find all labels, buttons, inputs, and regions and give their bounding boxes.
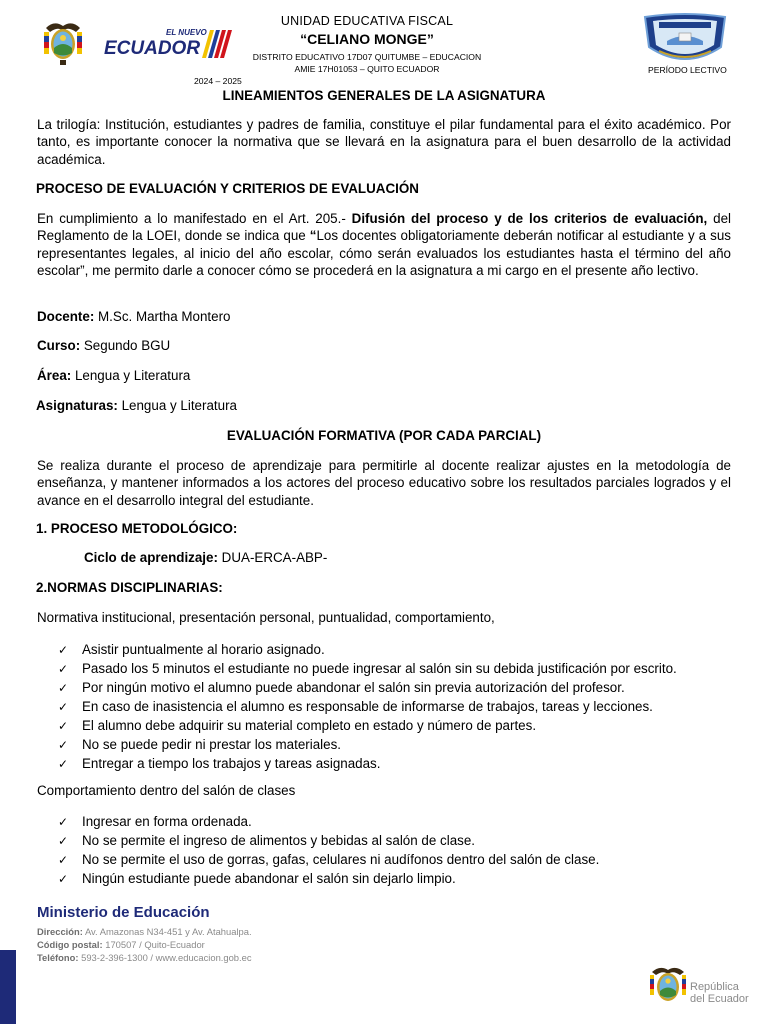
docente-value: M.Sc. Martha Montero: [94, 309, 231, 324]
evaluation-process-paragraph: [37, 210, 731, 280]
logo-text-top: EL NUEVO: [166, 28, 207, 37]
republica-line2: del Ecuador: [690, 993, 749, 1005]
area-label: Área:: [37, 368, 72, 383]
area-line: [37, 368, 190, 383]
norms-list: [58, 640, 677, 773]
docente-label: Docente:: [37, 309, 95, 324]
checkmark-icon: ✓: [58, 700, 69, 714]
list-item-text: El alumno debe adquirir su material completo en estado y número de partes.: [82, 718, 537, 733]
behavior-list: [58, 812, 599, 888]
checkmark-icon: ✓: [58, 815, 69, 829]
address-value: Av. Amazonas N34-451 y Av. Atahualpa.: [82, 926, 252, 937]
list-item: [58, 716, 677, 735]
republica-line1: República: [690, 981, 739, 993]
docente-line: [37, 309, 230, 324]
postal-label: Código postal:: [37, 939, 103, 950]
list-item: [58, 697, 677, 716]
phone-line: [37, 951, 252, 964]
phone-label: Teléfono:: [37, 952, 79, 963]
checkmark-icon: ✓: [58, 681, 69, 695]
footer-side-bar: [0, 950, 16, 1024]
list-item: [58, 659, 677, 678]
asignaturas-label: Asignaturas:: [36, 398, 118, 413]
checkmark-icon: ✓: [58, 719, 69, 733]
ministry-name: Ministerio de Educación: [37, 904, 210, 921]
republica-coat-of-arms-logo: [646, 963, 690, 1007]
checkmark-icon: ✓: [58, 834, 69, 848]
ecuador-coat-of-arms-logo: [40, 18, 86, 66]
checkmark-icon: ✓: [58, 738, 69, 752]
curso-label: Curso:: [37, 338, 81, 353]
list-item-text: En caso de inasistencia el alumno es responsable de informarse de trabajos, tareas y lecciones.: [82, 699, 653, 714]
curso-line: [37, 338, 170, 353]
postal-line: [37, 938, 252, 951]
republica-del-ecuador-text: [690, 981, 749, 1005]
learning-cycle-line: [84, 550, 327, 565]
formative-evaluation-title: EVALUACIÓN FORMATIVA (POR CADA PARCIAL): [226, 428, 542, 443]
list-item-text: Pasado los 5 minutos el estudiante no puede ingresar al salón sin su debida justificación por escrito.: [82, 661, 677, 676]
p-bold: Difusión del proceso y de los criterios de evaluación,: [351, 211, 708, 226]
school-crest-logo: [641, 13, 729, 67]
area-value: Lengua y Literatura: [71, 368, 191, 383]
postal-value: 170507 / Quito-Ecuador: [102, 939, 205, 950]
p-start: En cumplimiento a lo manifestado en el Art. 205.-: [37, 211, 352, 226]
amie-line: AMIE 17H01053 – QUITO ECUADOR: [294, 64, 440, 74]
list-item-text: No se permite el uso de gorras, gafas, celulares ni audífonos dentro del salón de clase.: [82, 852, 600, 867]
list-item: [58, 831, 599, 850]
ministry-contact-info: [37, 925, 252, 964]
school-header: [250, 14, 484, 75]
disciplinary-norms-title: 2.NORMAS DISCIPLINARIAS:: [36, 580, 223, 595]
school-type: UNIDAD EDUCATIVA FISCAL: [280, 14, 454, 28]
district-line: DISTRITO EDUCATIVO 17D07 QUITUMBE – EDUCACION: [252, 52, 482, 62]
year-range: 2024 – 2025: [194, 76, 242, 86]
list-item: [58, 735, 677, 754]
formative-evaluation-paragraph: Se realiza durante el proceso de aprendizaje para permitirle al docente realizar ajustes en la metodología de enseñanza, y mantener informados a los actores del proceso educativo sobre los resultados parciales logrados y el avance en el desarrollo integral del estudiante.: [37, 458, 731, 508]
list-item: [58, 678, 677, 697]
cycle-label: Ciclo de aprendizaje:: [84, 550, 218, 565]
general-guidelines-title: LINEAMIENTOS GENERALES DE LA ASIGNATURA: [222, 88, 546, 103]
address-label: Dirección:: [37, 926, 83, 937]
list-item: [58, 754, 677, 773]
list-item-text: Ingresar en forma ordenada.: [82, 814, 252, 829]
list-item: [58, 850, 599, 869]
list-item: [58, 812, 599, 831]
list-item-text: Asistir puntualmente al horario asignado.: [82, 642, 325, 657]
address-line: [37, 925, 252, 938]
checkmark-icon: ✓: [58, 643, 69, 657]
list-item-text: Por ningún motivo el alumno puede abandonar el salón sin previa autorización del profesor.: [82, 680, 625, 695]
checkmark-icon: ✓: [58, 757, 69, 771]
list-item-text: Entregar a tiempo los trabajos y tareas asignadas.: [82, 756, 381, 771]
behavior-intro: Comportamiento dentro del salón de clases: [37, 783, 296, 798]
checkmark-icon: ✓: [58, 662, 69, 676]
curso-value: Segundo BGU: [80, 338, 171, 353]
logo-text-main: ECUADOR: [104, 38, 201, 59]
checkmark-icon: ✓: [58, 872, 69, 886]
p-mid: del Reglamento de la LOEI, donde se indica que: [37, 211, 731, 244]
list-item: [58, 869, 599, 888]
p-quote: “: [309, 228, 317, 244]
list-item-text: No se permite el ingreso de alimentos y bebidas al salón de clase.: [82, 833, 476, 848]
asignaturas-value: Lengua y Literatura: [117, 398, 237, 413]
cycle-value: DUA-ERCA-ABP-: [217, 550, 328, 565]
methodology-title: 1. PROCESO METODOLÓGICO:: [36, 521, 238, 536]
trilogy-paragraph: La trilogía: Institución, estudiantes y padres de familia, constituye el pilar fundamental para el éxito académico. Por tanto, es importante conocer la normativa que se llevará en la asignatura para el buen desarrollo de la actividad académica.: [37, 117, 731, 167]
list-item-text: Ningún estudiante puede abandonar el salón sin dejarlo limpio.: [82, 871, 456, 886]
el-nuevo-ecuador-logo: [102, 24, 236, 64]
checkmark-icon: ✓: [58, 853, 69, 867]
school-name: “CELIANO MONGE”: [300, 31, 434, 47]
phone-value: 593-2-396-1300 / www.educacion.gob.ec: [78, 952, 252, 963]
period-label: PERÍODO LECTIVO: [648, 65, 727, 75]
evaluation-process-title: PROCESO DE EVALUACIÓN Y CRITERIOS DE EVALUACIÓN: [36, 181, 419, 196]
asignaturas-line: [36, 398, 237, 413]
p-end: Los docentes obligatoriamente deberán notificar al estudiante y a sus representantes legales, al inicio del año escolar, cómo serán evaluados los estudiantes hasta el término del año escolar”, me permito darle a conocer cómo se procederá en la asignatura a mi cargo en el presente año lectivo.: [37, 228, 731, 279]
list-item: [58, 640, 677, 659]
norms-intro: Normativa institucional, presentación personal, puntualidad, comportamiento,: [37, 610, 495, 625]
list-item-text: No se puede pedir ni prestar los materiales.: [82, 737, 342, 752]
